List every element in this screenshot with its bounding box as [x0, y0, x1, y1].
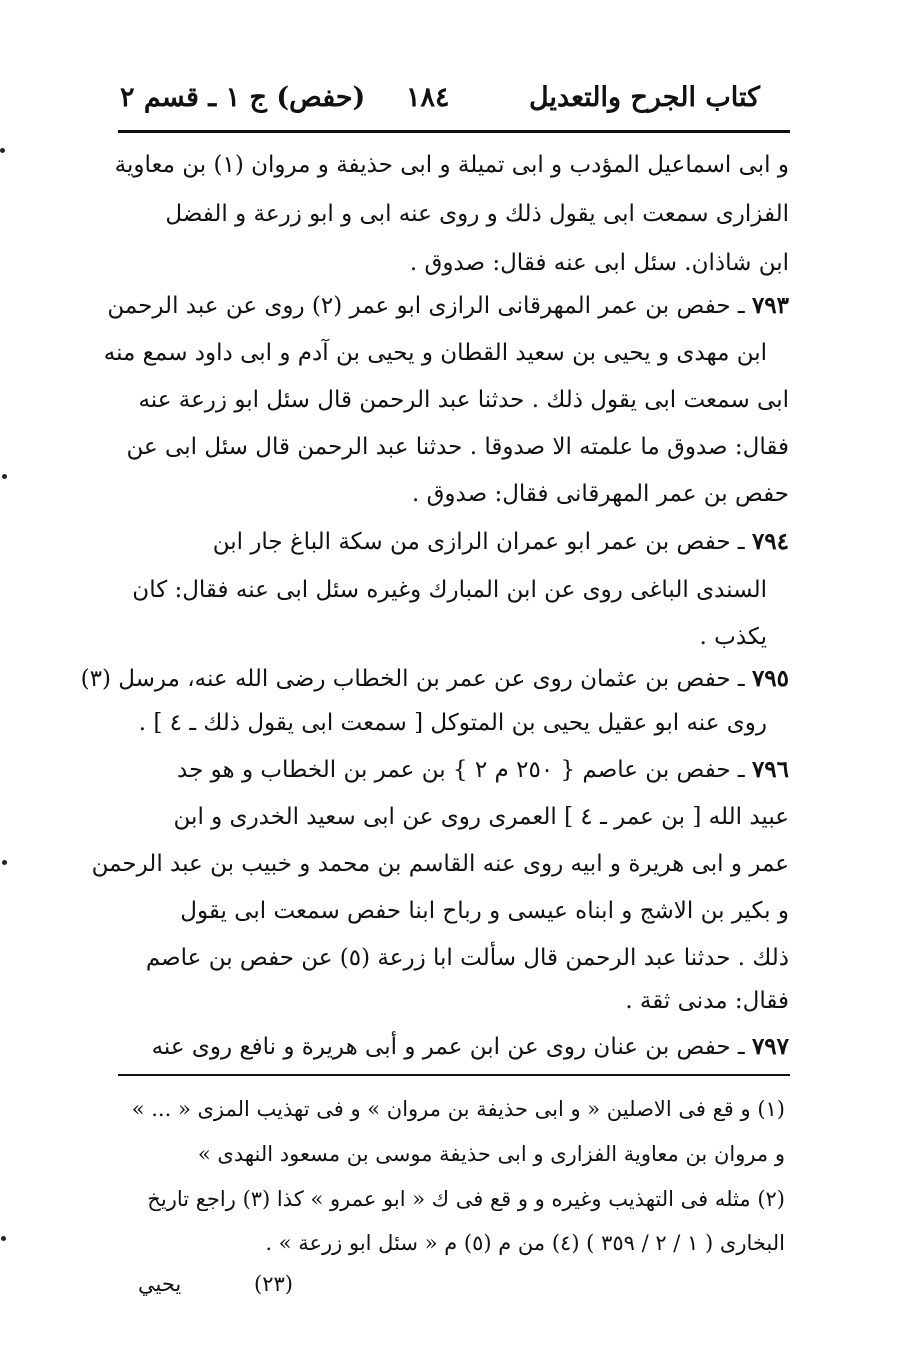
text-line: حفص بن عاصم { ٢٥٠ م ٢ } بن عمر بن الخطاب و هو جد [177, 757, 731, 783]
text-line: عمر و ابى هريرة و ابيه روى عنه القاسم بن محمد و خبيب بن عبد الرحمن [91, 851, 789, 877]
text-line: و ابى اسماعيل المؤدب و ابى تميلة و ابى حذيفة و مروان (١) بن معاوية [114, 152, 789, 178]
signature-number: (٢٣) [254, 1272, 293, 1296]
scan-speck [0, 148, 5, 153]
text-line: عبيد الله [ بن عمر ـ ٤ ] العمرى روى عن ابى سعيد الخدرى و ابن [173, 804, 789, 830]
entry-796-first-line [125, 755, 789, 787]
text-line: ابى سمعت ابى يقول ذلك . حدثنا عبد الرحمن قال سئل ابو زرعة عنه [138, 387, 789, 413]
text-line: روى عنه ابو عقيل يحيى بن المتوكل [ سمعت ابى يقول ذلك ـ ٤ ] . [138, 710, 767, 736]
footnote-rule [118, 1074, 790, 1076]
text-line: فقال: صدوق ما علمته الا صدوقا . حدثنا عبد الرحمن قال سئل ابى عن [126, 434, 789, 460]
entry-separator: ـ [737, 529, 745, 555]
entry-number: ٧٩٥ [751, 665, 789, 692]
footnote-line: (١) و قع فى الاصلين « و ابى حذيفة بن مروان » و فى تهذيب المزى « ... » [131, 1097, 785, 1121]
text-line: يكذب . [699, 624, 767, 650]
entry-793-first-line [107, 291, 789, 323]
entry-number: ٧٩٦ [751, 756, 789, 783]
header-rule [118, 130, 790, 133]
text-line: ابن مهدى و يحيى بن سعيد القطان و يحيى بن آدم و ابى داود سمع منه [103, 340, 767, 366]
entry-number: ٧٩٧ [751, 1033, 789, 1060]
entry-number: ٧٩٣ [751, 292, 789, 319]
entry-794-first-line [125, 527, 789, 559]
footnote-line: (٢) مثله فى التهذيب وغيره و و قع فى ك « ابو عمرو » كذا (٣) راجع تاريخ [147, 1187, 785, 1211]
text-line: حفص بن عنان روى عن ابن عمر و أبى هريرة و نافع روى عنه [151, 1034, 731, 1060]
scan-speck [2, 474, 7, 479]
scan-speck [2, 860, 7, 865]
text-line: حفص بن عمر المهرقانى الرازى ابو عمر (٢) روى عن عبد الرحمن [107, 293, 731, 319]
text-line: ذلك . حدثنا عبد الرحمن قال سألت ابا زرعة (٥) عن حفص بن عاصم [145, 945, 789, 971]
entry-number: ٧٩٤ [751, 528, 789, 555]
entry-795-first-line [80, 664, 789, 696]
signature-name: يحيي [138, 1272, 182, 1296]
scan-speck [1, 1236, 6, 1241]
text-line: و بكير بن الاشج و ابناه عيسى و رباح ابنا حفص سمعت ابى يقول [180, 898, 789, 924]
text-line: ابن شاذان. سئل ابى عنه فقال: صدوق . [409, 250, 789, 276]
entry-separator: ـ [737, 757, 745, 783]
footnote-line: و مروان بن معاوية الفزارى و ابى حذيفة موسى بن مسعود النهدى » [197, 1142, 785, 1166]
text-line: فقال: مدنى ثقة . [625, 988, 789, 1014]
entry-797-first-line [125, 1032, 789, 1064]
footnote-line: البخارى ( ١ / ٢ / ٣٥٩ ) (٤) من م (٥) م « سئل ابو زرعة » . [265, 1231, 785, 1255]
text-line: حفص بن عمر ابو عمران الرازى من سكة الباغ جار ابن [212, 529, 731, 555]
entry-separator: ـ [737, 1034, 745, 1060]
text-line: الفزارى سمعت ابى يقول ذلك و روى عنه ابى و ابو زرعة و الفضل [165, 201, 789, 227]
text-line: حفص بن عمر المهرقانى فقال: صدوق . [411, 481, 789, 507]
page-header [120, 76, 760, 126]
entry-separator: ـ [737, 293, 745, 319]
book-title: كتاب الجرح والتعديل [528, 82, 760, 113]
text-line: السندى الباغى روى عن ابن المبارك وغيره سئل ابى عنه فقال: كان [132, 577, 767, 603]
text-line: حفص بن عثمان روى عن عمر بن الخطاب رضى الله عنه، مرسل (٣) [80, 666, 731, 692]
entry-separator: ـ [737, 666, 745, 692]
section-label: (حفص) ج ١ ـ قسم ٢ [120, 82, 366, 113]
page-number: ١٨٤ [406, 82, 450, 113]
